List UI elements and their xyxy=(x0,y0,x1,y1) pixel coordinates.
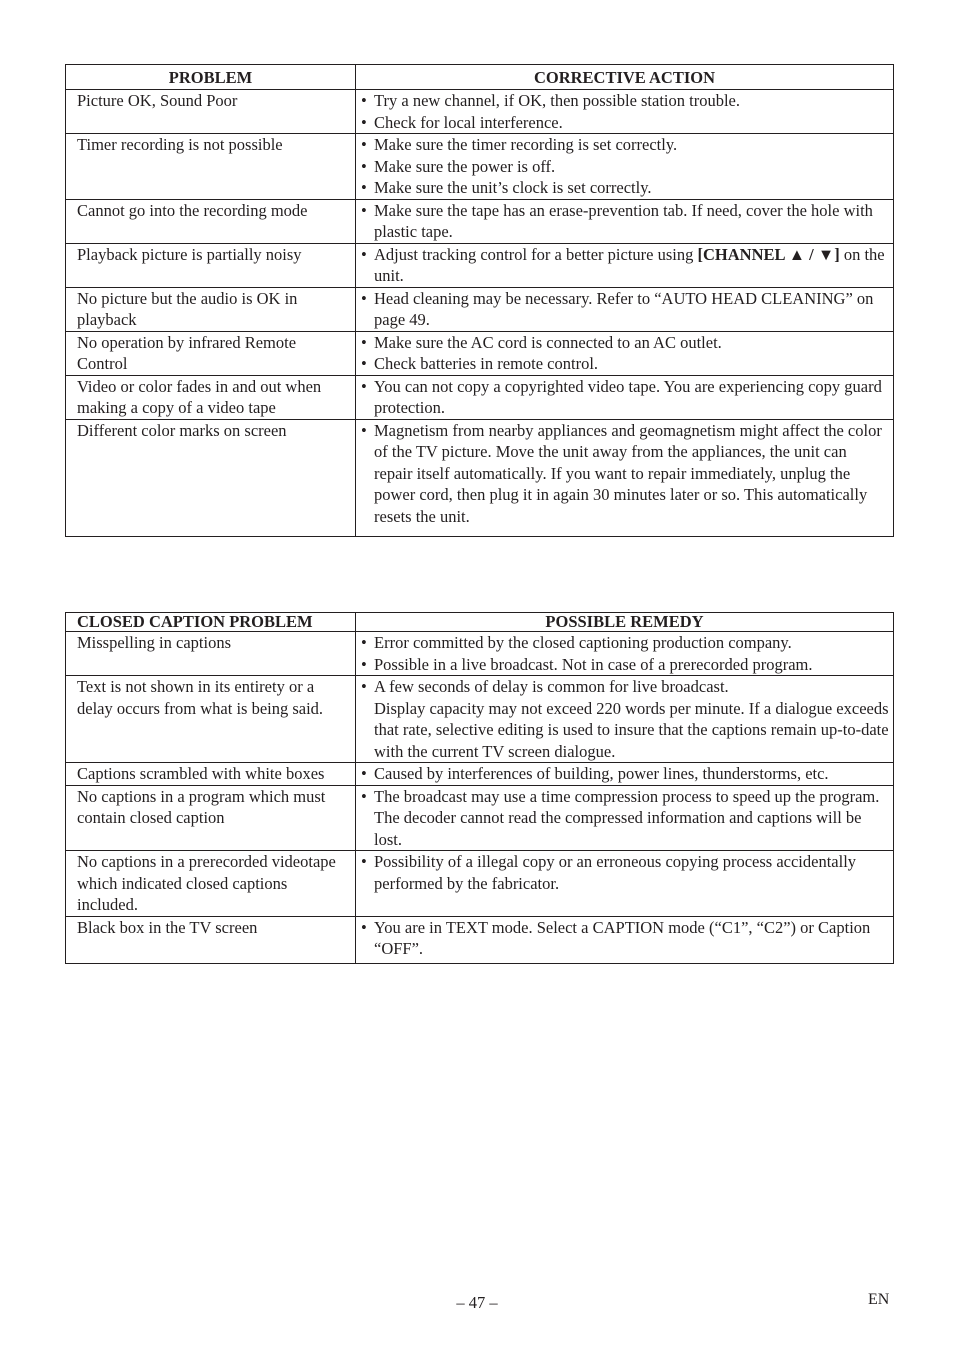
action-cell xyxy=(356,375,894,419)
table-row xyxy=(66,851,894,917)
remedy-cell xyxy=(356,632,894,676)
action-cell xyxy=(356,287,894,331)
action-item: • Adjust tracking control for a better picture using [CHANNEL ▲ / ▼] on the unit. xyxy=(361,244,885,285)
problem-cell: Cannot go into the recording mode xyxy=(66,199,356,243)
action-item: • Make sure the unit’s clock is set correctly. xyxy=(361,178,652,197)
page-number: – 47 – xyxy=(456,1293,498,1312)
problem-cell: No captions in a program which must contain closed caption xyxy=(66,785,356,851)
remedy-item: • The broadcast may use a time compression process to speed up the program. The decoder cannot read the compressed information and captions will be lost. xyxy=(361,786,880,849)
table-row xyxy=(66,419,894,537)
language-code: EN xyxy=(868,1291,890,1308)
remedy-item: • A few seconds of delay is common for live broadcast. xyxy=(361,677,729,696)
problem-cell: Timer recording is not possible xyxy=(66,134,356,200)
table-row xyxy=(66,134,894,200)
action-item: • You can not copy a copyrighted video tape. You are experiencing copy guard protection. xyxy=(361,376,882,417)
table-row xyxy=(66,916,894,963)
problem-cell: Video or color fades in and out when making a copy of a video tape xyxy=(66,375,356,419)
action-item: • Try a new channel, if OK, then possible station trouble. xyxy=(361,91,740,110)
table-header-row xyxy=(66,613,894,632)
problem-cell: Captions scrambled with white boxes xyxy=(66,763,356,786)
problem-cell: No picture but the audio is OK in playback xyxy=(66,287,356,331)
action-cell xyxy=(356,243,894,287)
action-item: • Check for local interference. xyxy=(361,112,563,132)
table-row xyxy=(66,90,894,134)
column-header-problem: PROBLEM xyxy=(66,65,356,90)
column-header-closed-caption-problem: CLOSED CAPTION PROBLEM xyxy=(66,613,356,632)
closed-caption-table xyxy=(65,612,894,964)
remedy-cell xyxy=(356,785,894,851)
problem-cell: No operation by infrared Remote Control xyxy=(66,331,356,375)
action-item: • Magnetism from nearby appliances and geomagnetism might affect the color of the TV picture. Move the unit away from the appliances, the unit can repair itself automatically. If you want to repair immediately, unplug the power cord, then plug it in again 30 minutes later or so. This automatically resets the unit. xyxy=(361,420,882,526)
problem-cell: Black box in the TV screen xyxy=(66,916,356,963)
problem-cell: Text is not shown in its entirety or a delay occurs from what is being said. xyxy=(66,676,356,763)
action-cell xyxy=(356,199,894,243)
action-item: • Make sure the timer recording is set correctly. xyxy=(361,135,678,154)
action-item: • Make sure the power is off. xyxy=(361,156,556,176)
remedy-cell xyxy=(356,851,894,917)
action-cell xyxy=(356,419,894,537)
remedy-item: • Error committed by the closed captioning production company. xyxy=(361,633,792,652)
problem-cell: Misspelling in captions xyxy=(66,632,356,676)
problem-cell: No captions in a prerecorded videotape which indicated closed captions included. xyxy=(66,851,356,917)
column-header-possible-remedy: POSSIBLE REMEDY xyxy=(356,613,894,632)
troubleshooting-table xyxy=(65,64,894,537)
table-row xyxy=(66,331,894,375)
column-header-corrective-action: CORRECTIVE ACTION xyxy=(356,65,894,90)
action-item: • Make sure the AC cord is connected to an AC outlet. xyxy=(361,332,722,352)
action-cell xyxy=(356,331,894,375)
table-row xyxy=(66,676,894,763)
problem-cell: Picture OK, Sound Poor xyxy=(66,90,356,134)
table-row xyxy=(66,375,894,419)
action-cell xyxy=(356,90,894,134)
remedy-item: • Possibility of a illegal copy or an erroneous copying process accidentally performed by the fabricator. xyxy=(361,852,857,893)
table-row xyxy=(66,632,894,676)
table-row xyxy=(66,763,894,786)
table-row xyxy=(66,287,894,331)
table-header-row xyxy=(66,65,894,90)
table-row xyxy=(66,199,894,243)
table-row xyxy=(66,243,894,287)
action-item: • Check batteries in remote control. xyxy=(361,354,599,373)
remedy-item: • Caused by interferences of building, power lines, thunderstorms, etc. xyxy=(361,764,829,783)
remedy-item: • Possible in a live broadcast. Not in case of a prerecorded program. xyxy=(361,654,813,674)
action-item: • Head cleaning may be necessary. Refer to “AUTO HEAD CLEANING” on page 49. xyxy=(361,288,874,329)
remedy-continuation: Display capacity may not exceed 220 words per minute. If a dialogue exceeds that rate, selective editing is used to insure that the captions remain up-to-date with the current TV screen dialogue. xyxy=(374,698,889,761)
remedy-cell xyxy=(356,763,894,786)
problem-cell: Different color marks on screen xyxy=(66,419,356,537)
problem-cell: Playback picture is partially noisy xyxy=(66,243,356,287)
action-cell xyxy=(356,134,894,200)
table-row xyxy=(66,785,894,851)
remedy-cell xyxy=(356,916,894,963)
remedy-cell xyxy=(356,676,894,763)
action-item: • Make sure the tape has an erase-prevention tab. If need, cover the hole with plastic tape. xyxy=(361,200,873,241)
remedy-item: • You are in TEXT mode. Select a CAPTION mode (“C1”, “C2”) or Caption “OFF”. xyxy=(361,917,871,958)
channel-button-label: [CHANNEL ▲ / ▼] xyxy=(697,244,840,264)
